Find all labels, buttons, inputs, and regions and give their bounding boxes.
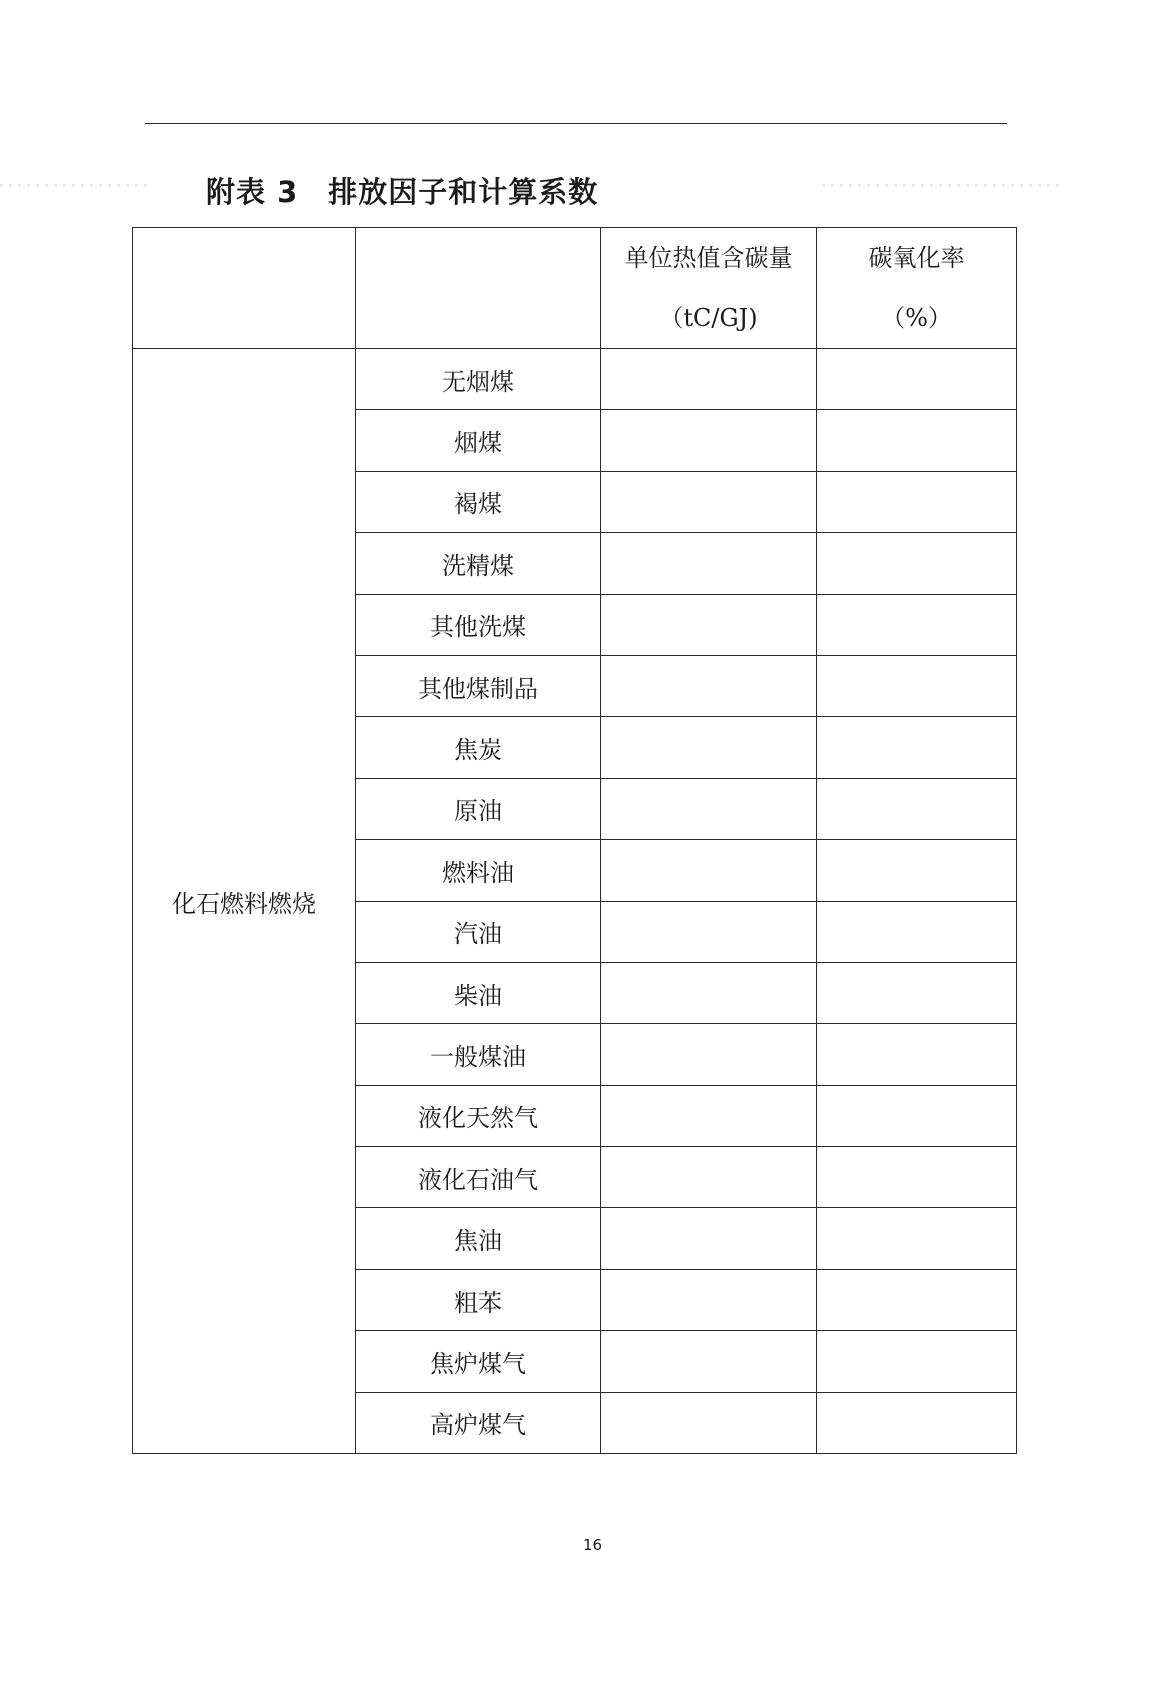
oxidation-rate-cell[interactable] (817, 1269, 1017, 1330)
oxidation-rate-cell[interactable] (817, 1085, 1017, 1146)
oxidation-rate-cell[interactable] (817, 594, 1017, 655)
oxidation-rate-cell[interactable] (817, 717, 1017, 778)
scan-artifact-left (0, 184, 150, 187)
fuel-name-cell: 褐煤 (356, 471, 601, 532)
oxidation-rate-cell[interactable] (817, 655, 1017, 716)
oxidation-rate-cell[interactable] (817, 1331, 1017, 1392)
title-label: 附表 3 (206, 175, 299, 209)
fuel-name-cell: 原油 (356, 778, 601, 839)
title-text: 排放因子和计算系数 (328, 175, 599, 209)
fuel-name-cell: 其他洗煤 (356, 594, 601, 655)
oxidation-rate-cell[interactable] (817, 1024, 1017, 1085)
oxidation-rate-cell[interactable] (817, 840, 1017, 901)
carbon-content-cell[interactable] (601, 901, 817, 962)
table-header-row (133, 228, 1017, 349)
oxidation-rate-cell[interactable] (817, 901, 1017, 962)
carbon-content-cell[interactable] (601, 962, 817, 1023)
header-cell-category (133, 228, 356, 349)
carbon-content-cell[interactable] (601, 1269, 817, 1330)
oxidation-rate-cell[interactable] (817, 471, 1017, 532)
oxidation-rate-cell[interactable] (817, 410, 1017, 471)
fuel-name-cell: 焦炉煤气 (356, 1331, 601, 1392)
oxidation-rate-cell[interactable] (817, 349, 1017, 410)
header-cell-carbon-content (601, 228, 817, 349)
fuel-name-cell: 汽油 (356, 901, 601, 962)
carbon-content-cell[interactable] (601, 410, 817, 471)
header-oxidation-rate-unit: （%） (881, 304, 952, 332)
carbon-content-cell[interactable] (601, 471, 817, 532)
fuel-name-cell: 无烟煤 (356, 349, 601, 410)
carbon-content-cell[interactable] (601, 1392, 817, 1453)
oxidation-rate-cell[interactable] (817, 962, 1017, 1023)
carbon-content-cell[interactable] (601, 1085, 817, 1146)
header-oxidation-rate-label: 碳氧化率 (868, 244, 965, 272)
oxidation-rate-cell[interactable] (817, 778, 1017, 839)
carbon-content-cell[interactable] (601, 655, 817, 716)
carbon-content-cell[interactable] (601, 1208, 817, 1269)
carbon-content-cell[interactable] (601, 1024, 817, 1085)
emission-factor-table (132, 227, 1017, 1454)
header-carbon-content-label: 单位热值含碳量 (624, 244, 793, 272)
fuel-name-cell: 一般煤油 (356, 1024, 601, 1085)
fuel-name-cell: 液化石油气 (356, 1147, 601, 1208)
carbon-content-cell[interactable] (601, 1147, 817, 1208)
oxidation-rate-cell[interactable] (817, 1208, 1017, 1269)
fuel-name-cell: 燃料油 (356, 840, 601, 901)
fuel-name-cell: 焦油 (356, 1208, 601, 1269)
carbon-content-cell[interactable] (601, 594, 817, 655)
page-title (206, 170, 598, 211)
table-row (133, 349, 1017, 410)
carbon-content-cell[interactable] (601, 533, 817, 594)
header-rule (145, 123, 1007, 124)
fuel-name-cell: 其他煤制品 (356, 655, 601, 716)
oxidation-rate-cell[interactable] (817, 1392, 1017, 1453)
category-cell: 化石燃料燃烧 (133, 349, 356, 1454)
header-cell-fuel (356, 228, 601, 349)
carbon-content-cell[interactable] (601, 349, 817, 410)
fuel-name-cell: 高炉煤气 (356, 1392, 601, 1453)
header-cell-oxidation-rate (817, 228, 1017, 349)
carbon-content-cell[interactable] (601, 1331, 817, 1392)
fuel-name-cell: 柴油 (356, 962, 601, 1023)
scan-artifact-right (822, 184, 1062, 187)
fuel-name-cell: 焦炭 (356, 717, 601, 778)
fuel-name-cell: 粗苯 (356, 1269, 601, 1330)
carbon-content-cell[interactable] (601, 778, 817, 839)
carbon-content-cell[interactable] (601, 840, 817, 901)
oxidation-rate-cell[interactable] (817, 1147, 1017, 1208)
fuel-name-cell: 液化天然气 (356, 1085, 601, 1146)
fuel-name-cell: 烟煤 (356, 410, 601, 471)
carbon-content-cell[interactable] (601, 717, 817, 778)
fuel-name-cell: 洗精煤 (356, 533, 601, 594)
oxidation-rate-cell[interactable] (817, 533, 1017, 594)
page-number: 16 (582, 1536, 603, 1554)
header-carbon-content-unit: （tC/GJ) (659, 304, 758, 332)
